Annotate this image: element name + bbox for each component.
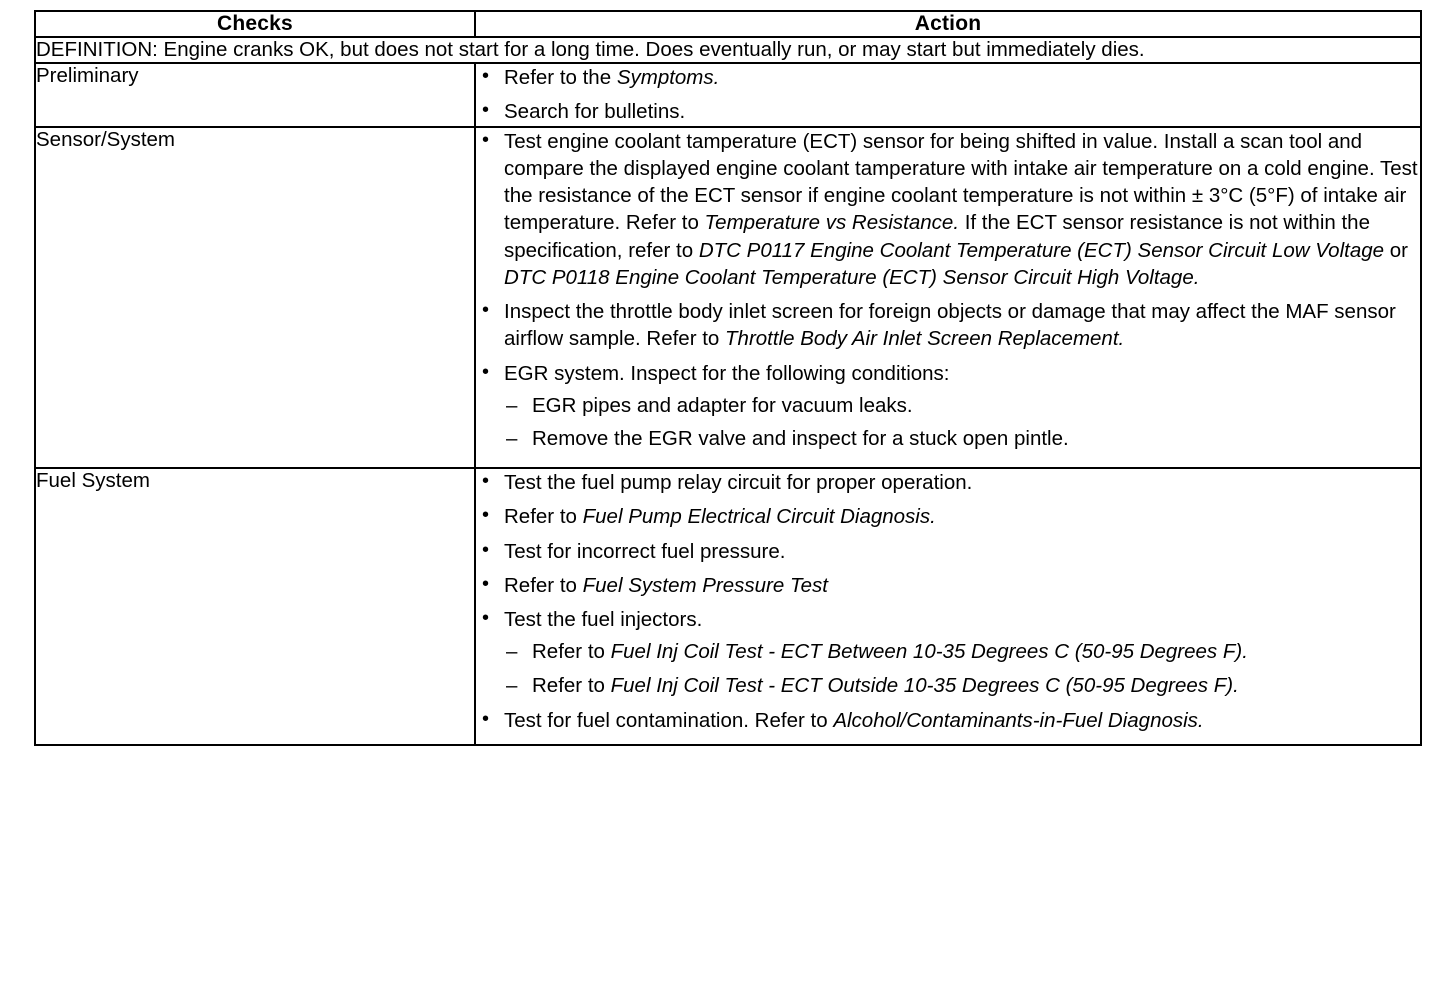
item-text: Test engine coolant tamperature (ECT) sensor for being shifted in value. Install a scan tool and compare the displayed engine coolant tamperature with intake air temperature on a cold engine. Test the resistance of the ECT sensor if engine coolant temperature is not within ± 3°C (5°F) of intake air temperature. Refer to <box>504 129 1418 235</box>
definition-text: DEFINITION: Engine cranks OK, but does not start for a long time. Does eventually run, or may start but immediately dies. <box>35 37 1421 63</box>
sub-list-item <box>504 639 1420 666</box>
sub-item-text: Refer to <box>532 673 611 697</box>
column-header-action: Action <box>475 11 1421 37</box>
table-row <box>35 127 1421 469</box>
list-item <box>476 128 1420 292</box>
item-text-italic: Fuel System Pressure Test <box>582 573 828 597</box>
item-text: Refer to <box>504 505 583 529</box>
sub-item-text: Refer to <box>532 640 611 664</box>
list-item <box>476 572 1420 599</box>
item-text-mid-2: or <box>1384 238 1408 262</box>
item-text: Refer to the <box>504 66 617 89</box>
list-item <box>476 606 1420 700</box>
sub-list-item: – EGR pipes and adapter for vacuum leaks. <box>504 393 1420 420</box>
item-text: Inspect the throttle body inlet screen for foreign objects or damage that may affect the MAF sensor airflow sample. Refer to <box>504 300 1396 351</box>
item-text-italic: Alcohol/Contaminants-in-Fuel Diagnosis. <box>833 708 1204 732</box>
item-text-italic: Symptoms. <box>616 66 720 89</box>
item-text-italic: Throttle Body Air Inlet Screen Replacement. <box>725 327 1125 351</box>
list-item <box>476 98 1420 125</box>
list-item <box>476 707 1420 734</box>
check-label-fuel-system: Fuel System <box>35 468 475 745</box>
item-text: Test the fuel pump relay circuit for proper operation. <box>504 471 973 495</box>
table-header-row <box>35 11 1421 37</box>
sub-list <box>504 639 1420 699</box>
sub-list-item <box>504 673 1420 700</box>
sub-item-text-italic: Fuel Inj Coil Test - ECT Between 10-35 Degrees C (50-95 Degrees F). <box>610 640 1248 664</box>
item-text-mid: If the ECT sensor resistance is not within the specification, refer to <box>504 211 1370 262</box>
column-header-checks: Checks <box>35 11 475 37</box>
table-row <box>35 468 1421 745</box>
sub-list <box>504 393 1420 453</box>
table-row <box>35 63 1421 127</box>
item-text: EGR system. Inspect for the following conditions: <box>504 361 950 385</box>
item-text: Test the fuel injectors. <box>504 608 703 632</box>
definition-row <box>35 37 1421 63</box>
item-text: Test for incorrect fuel pressure. <box>504 539 786 563</box>
list-item <box>476 360 1420 454</box>
item-text-italic: Temperature vs Resistance. <box>704 211 960 235</box>
list-item <box>476 538 1420 565</box>
check-label-sensor-system: Sensor/System <box>35 127 475 469</box>
action-cell-preliminary <box>475 63 1421 127</box>
item-text: Search for bulletins. <box>504 100 686 124</box>
list-item <box>476 469 1420 496</box>
list-item <box>476 64 1420 91</box>
item-text-italic: Fuel Pump Electrical Circuit Diagnosis. <box>582 505 936 529</box>
action-cell-sensor-system <box>475 127 1421 469</box>
item-text-italic-2: DTC P0117 Engine Coolant Temperature (ECT) Sensor Circuit Low Voltage <box>698 238 1385 262</box>
bullet-list <box>476 469 1420 734</box>
bullet-list <box>476 64 1420 126</box>
item-text: Refer to <box>504 573 583 597</box>
action-cell-fuel-system <box>475 468 1421 745</box>
sub-item-text-italic: Fuel Inj Coil Test - ECT Outside 10-35 Degrees C (50-95 Degrees F). <box>610 673 1239 697</box>
check-label-preliminary: Preliminary <box>35 63 475 127</box>
item-text: Test for fuel contamination. Refer to <box>504 708 834 732</box>
sub-list-item: – Remove the EGR valve and inspect for a stuck open pintle. <box>504 426 1420 453</box>
list-item <box>476 503 1420 530</box>
diagnostic-table <box>34 10 1422 746</box>
item-text-italic-3: DTC P0118 Engine Coolant Temperature (ECT) Sensor Circuit High Voltage. <box>504 265 1200 289</box>
list-item <box>476 298 1420 353</box>
bullet-list <box>476 128 1420 454</box>
